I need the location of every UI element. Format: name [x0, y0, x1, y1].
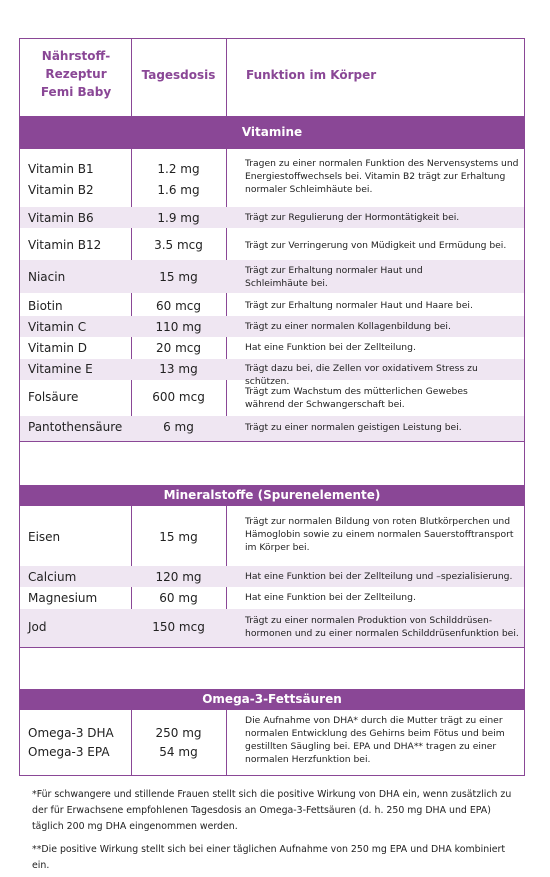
omega-dose: 54 mg — [159, 745, 198, 759]
mineral-name: Jod — [28, 620, 47, 634]
vitamin-dose: 1.6 mg — [157, 183, 200, 197]
omega-name: Omega-3 EPA — [28, 745, 110, 759]
function-text: Trägt zur Regulierung der Hormontätigkeit bei. — [245, 212, 460, 223]
vitamin-dose: 1.2 mg — [157, 162, 200, 176]
mineral-dose: 60 mg — [159, 591, 198, 605]
vitamin-name: Pantothensäure — [28, 420, 123, 434]
vitamin-dose: 110 mg — [155, 320, 202, 334]
function-text: Die Aufnahme von DHA* durch die Mutter trägt zu einer normalen Entwicklung des Gehirns beim Fötus und beim gestillten Säugling bei. EPA und DHA** tragen zu einer normalen Herzfunktion bei. — [245, 715, 505, 765]
function-text: Trägt dazu bei, die Zellen vor oxidativem Stress zu schützen. — [245, 363, 478, 387]
function-text: Hat eine Funktion bei der Zellteilung. — [245, 592, 416, 603]
vitamin-name: Vitamin B2 — [28, 183, 94, 197]
omega-name: Omega-3 DHA — [28, 726, 114, 740]
function-text: Trägt zu einer normalen geistigen Leistung bei. — [245, 422, 462, 433]
mineral-name: Calcium — [28, 570, 77, 584]
vitamin-name: Vitamin B6 — [28, 211, 94, 225]
vitamin-name: Biotin — [28, 299, 63, 313]
function-text: Hat eine Funktion bei der Zellteilung. — [245, 342, 416, 353]
mineral-dose: 150 mcg — [152, 620, 205, 634]
header-nutrient: Nährstoff- Rezeptur Femi Baby — [40, 49, 112, 99]
section-omega: Omega-3-Fettsäuren — [20, 689, 524, 710]
mineral-dose: 15 mg — [159, 530, 198, 544]
vitamin-dose: 60 mcg — [156, 299, 201, 313]
function-text: Trägt zur Verringerung von Müdigkeit und Ermüdung bei. — [245, 240, 507, 251]
header-function: Funktion im Körper — [246, 68, 377, 82]
vitamin-name: Vitamin C — [28, 320, 87, 334]
vitamin-name: Folsäure — [28, 390, 79, 404]
omega-dose: 250 mg — [155, 726, 202, 740]
function-text: Trägt zur Erhaltung normaler Haut und Haare bei. — [245, 300, 473, 311]
header-daily-dose: Tagesdosis — [141, 68, 216, 82]
vitamin-dose: 600 mcg — [152, 390, 205, 404]
vitamin-dose: 20 mcg — [156, 341, 201, 355]
section-vitamine: Vitamine — [20, 116, 524, 149]
vitamin-dose: 3.5 mcg — [154, 238, 203, 252]
function-text: Trägt zur normalen Bildung von roten Blutkörperchen und Hämoglobin sowie zu einem normalen Sauerstofftransport im Körper bei. — [245, 516, 514, 553]
mineral-name: Magnesium — [28, 591, 98, 605]
vitamin-dose: 15 mg — [159, 270, 198, 284]
vitamin-name: Vitamin B12 — [28, 238, 102, 252]
footnote-epa-dha: **Die positive Wirkung stellt sich bei einer täglichen Aufnahme von 250 mg EPA und DHA kombiniert ein. — [32, 844, 506, 871]
function-text: Tragen zu einer normalen Funktion des Nervensystems und Energiestoffwechsels bei. Vitamin B2 trägt zur Erhaltung normaler Schleimhäute bei. — [245, 158, 519, 195]
nutrient-table — [19, 38, 525, 776]
mineral-name: Eisen — [28, 530, 61, 544]
function-text: Hat eine Funktion bei der Zellteilung und –spezialisierung. — [245, 571, 513, 582]
section-minerals: Mineralstoffe (Spurenelemente) — [20, 485, 524, 506]
vitamin-name: Vitamine E — [28, 362, 93, 376]
vitamin-name: Niacin — [28, 270, 66, 284]
vitamin-name: Vitamin D — [28, 341, 88, 355]
vitamin-name: Vitamin B1 — [28, 162, 94, 176]
vitamin-dose: 1.9 mg — [157, 211, 200, 225]
footnote-dha: *Für schwangere und stillende Frauen stellt sich die positive Wirkung von DHA ein, wenn zusätzlich zu der für Erwachsene empfohlenen Tagesdosis an Omega-3-Fettsäuren (d. h. 250 mg DHA und EPA) täglich 200 mg DHA eingenommen werden. — [32, 789, 512, 832]
mineral-dose: 120 mg — [155, 570, 202, 584]
function-text: Trägt zu einer normalen Produktion von Schilddrüsen-hormonen und zu einer normalen Schilddrüsenfunktion bei. — [245, 615, 519, 639]
vitamin-dose: 6 mg — [163, 420, 194, 434]
function-text: Trägt zu einer normalen Kollagenbildung bei. — [245, 321, 451, 332]
vitamin-dose: 13 mg — [159, 362, 198, 376]
function-text: Trägt zur Erhaltung normaler Haut und Schleimhäute bei. — [245, 265, 423, 289]
function-text: Trägt zum Wachstum des mütterlichen Gewebes während der Schwangerschaft bei. — [245, 386, 468, 410]
